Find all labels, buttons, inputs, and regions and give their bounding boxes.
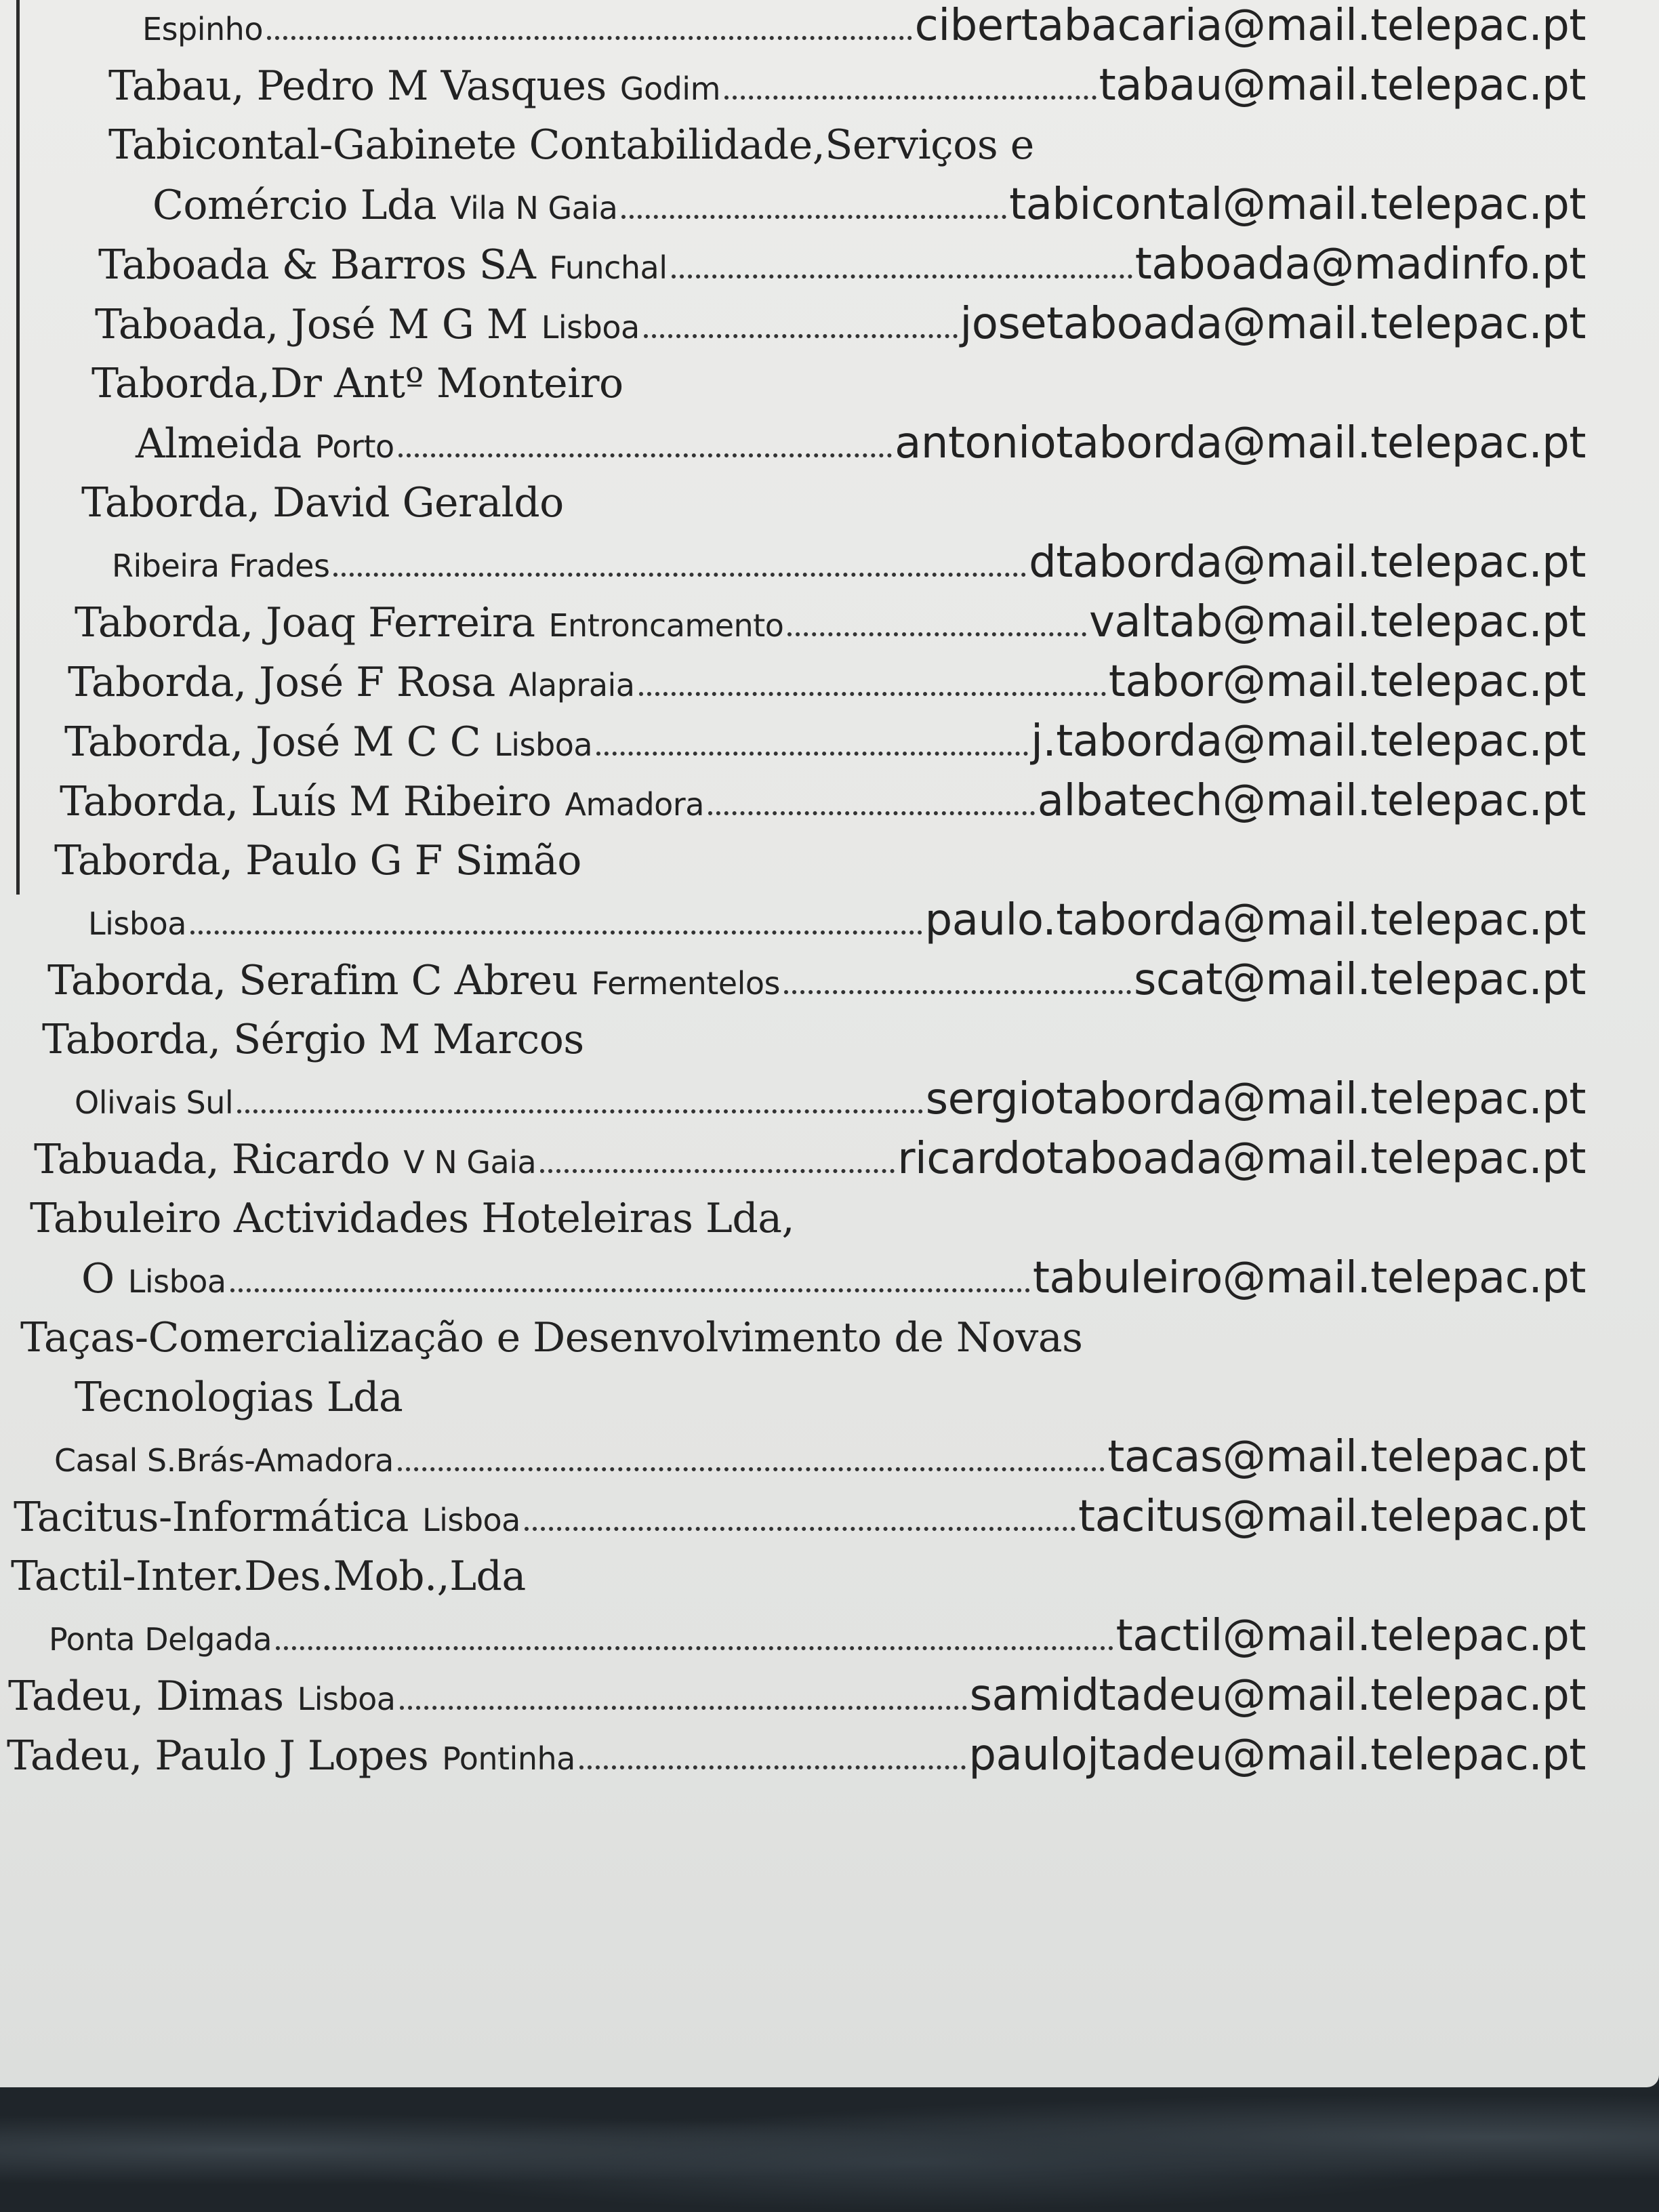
entry-name: Almeida [136, 420, 302, 468]
entry-name: Tecnologias Lda [75, 1374, 403, 1421]
dot-leader [398, 453, 893, 457]
dot-leader [787, 632, 1086, 636]
entry-name: Tadeu, Paulo J Lopes [7, 1732, 429, 1780]
directory-entry [0, 652, 1586, 712]
dot-leader [579, 1765, 966, 1769]
entry-location: Amadora [565, 786, 704, 823]
directory-entry [0, 1487, 1586, 1547]
entry-name: Taborda, Joaq Ferreira [75, 599, 535, 647]
dot-leader [190, 930, 922, 935]
entry-location: Ponta Delgada [49, 1621, 272, 1658]
dot-leader [400, 1706, 967, 1710]
directory-entry [0, 831, 1586, 950]
entry-location: Lisboa [541, 309, 640, 346]
entry-email-line [0, 1248, 1586, 1308]
entry-location: Entroncamento [548, 607, 784, 644]
dot-leader [267, 36, 912, 40]
entry-email: tabor@mail.telepac.pt [1108, 657, 1586, 707]
entry-location: V N Gaia [403, 1144, 537, 1181]
book-cover [0, 2087, 1659, 2212]
entry-email: sergiotaborda@mail.telepac.pt [925, 1074, 1586, 1124]
entry-email: dtaborda@mail.telepac.pt [1029, 537, 1586, 588]
dot-leader [708, 811, 1035, 815]
entry-email-line [0, 1487, 1586, 1547]
dot-leader [237, 1109, 923, 1113]
entry-email: tactil@mail.telepac.pt [1115, 1611, 1586, 1661]
entry-name: Taças-Comercialização e Desenvolvimento de Novas [20, 1314, 1083, 1361]
entry-name: Taborda, José F Rosa [68, 659, 495, 706]
entry-location: Espinho [142, 11, 263, 47]
entry-name: Taboada & Barros SA [98, 241, 536, 289]
dot-leader [784, 990, 1131, 994]
entry-name-line [0, 1368, 1586, 1427]
entry-email: paulojtadeu@mail.telepac.pt [968, 1730, 1586, 1780]
entry-name-line [0, 354, 1586, 413]
directory-entry [0, 354, 1586, 473]
entry-email: j.taborda@mail.telepac.pt [1031, 716, 1586, 766]
entry-email: tacitus@mail.telepac.pt [1078, 1492, 1586, 1542]
dot-leader [672, 274, 1132, 279]
directory-entry [0, 0, 1586, 56]
entry-name: Taborda, David Geraldo [81, 479, 564, 527]
entry-name-line [0, 1308, 1586, 1368]
entry-email: valtab@mail.telepac.pt [1089, 597, 1586, 647]
dot-leader [596, 752, 1028, 756]
entry-email: tabuleiro@mail.telepac.pt [1032, 1253, 1586, 1303]
dot-leader [621, 215, 1006, 219]
directory-entry [0, 1547, 1586, 1666]
entry-name: Comércio Lda [152, 182, 437, 229]
entry-location: Godim [619, 70, 720, 107]
directory-entry [0, 1189, 1586, 1308]
entry-email-line [0, 0, 1586, 56]
entry-name: Taboada, José M G M [95, 301, 528, 348]
entry-email: taboada@madinfo.pt [1134, 239, 1586, 289]
entry-email: scat@mail.telepac.pt [1133, 955, 1586, 1005]
entry-email: paulo.taborda@mail.telepac.pt [924, 895, 1586, 945]
entry-email-line [0, 592, 1586, 652]
entry-email: josetaboada@mail.telepac.pt [960, 299, 1586, 349]
entry-email-line [0, 1427, 1586, 1487]
directory-entry [0, 1725, 1586, 1785]
dot-leader [525, 1527, 1076, 1531]
entry-email-line [0, 771, 1586, 831]
entry-email-line [0, 294, 1586, 354]
directory-entry [0, 712, 1586, 771]
entry-name-line [0, 115, 1586, 175]
entry-name-line [0, 831, 1586, 890]
directory-entry [0, 1308, 1586, 1487]
entry-location: Funchal [549, 249, 668, 286]
entry-email-line [0, 712, 1586, 771]
entry-location: Alapraia [508, 667, 635, 703]
entry-location: Lisboa [422, 1502, 520, 1538]
entry-name-line [0, 1010, 1586, 1069]
entry-name-line [0, 1189, 1586, 1248]
entry-email-line [0, 413, 1586, 473]
entry-email-line [0, 950, 1586, 1010]
entry-location: Lisboa [88, 905, 186, 942]
entry-location: Lisboa [127, 1263, 226, 1300]
entry-email-line [0, 890, 1586, 950]
entry-location: Porto [314, 428, 394, 465]
entry-name: Tabau, Pedro M Vasques [108, 62, 607, 110]
entry-email: albatech@mail.telepac.pt [1037, 776, 1586, 826]
entry-email: tacas@mail.telepac.pt [1107, 1432, 1586, 1482]
entry-email-line [0, 1606, 1586, 1666]
entry-email: cibertabacaria@mail.telepac.pt [914, 1, 1586, 51]
entry-email-line [0, 175, 1586, 234]
entry-name: Taborda, Sérgio M Marcos [42, 1016, 584, 1063]
entry-email-line [0, 533, 1586, 592]
dot-leader [644, 334, 958, 338]
entry-location: Lisboa [297, 1681, 396, 1717]
directory-entry [0, 1010, 1586, 1129]
dot-leader [639, 692, 1106, 696]
entry-email: tabicontal@mail.telepac.pt [1009, 180, 1586, 230]
directory-entry [0, 1666, 1586, 1725]
directory-entry [0, 294, 1586, 354]
entry-email: antoniotaborda@mail.telepac.pt [895, 418, 1586, 468]
directory-entry [0, 115, 1586, 234]
dot-leader [398, 1467, 1105, 1471]
directory-entry [0, 950, 1586, 1010]
dot-leader [276, 1646, 1113, 1650]
entry-name: Taborda,Dr Antº Monteiro [91, 360, 623, 407]
entry-location: Lisboa [494, 726, 593, 763]
dot-leader [724, 96, 1097, 100]
entry-email-line [0, 1725, 1586, 1785]
entry-email-line [0, 652, 1586, 712]
entry-location: Ribeira Frades [112, 548, 330, 584]
dot-leader [540, 1169, 895, 1173]
dot-leader [333, 573, 1026, 577]
entry-location: Fermentelos [591, 965, 780, 1002]
entry-location: Pontinha [442, 1740, 575, 1777]
directory-entry [0, 234, 1586, 294]
entry-name: Taborda, Serafim C Abreu [47, 957, 578, 1004]
entry-email: ricardotaboada@mail.telepac.pt [897, 1134, 1586, 1184]
entry-email-line [0, 234, 1586, 294]
directory-entry [0, 592, 1586, 652]
entry-email-line [0, 1129, 1586, 1189]
entry-name-line [0, 1547, 1586, 1606]
entry-name: Taborda, José M C C [64, 718, 481, 766]
entry-location: Casal S.Brás-Amadora [54, 1442, 394, 1479]
directory-entry [0, 771, 1586, 831]
entry-email-line [0, 56, 1586, 115]
entry-name: O [81, 1255, 115, 1303]
entry-name: Tacitus-Informática [14, 1494, 409, 1541]
entry-name-line [0, 473, 1586, 533]
directory-entry [0, 1129, 1586, 1189]
directory-entry [0, 473, 1586, 592]
entry-email: tabau@mail.telepac.pt [1099, 60, 1586, 110]
entry-name: Tabuada, Ricardo [34, 1136, 390, 1183]
entry-email-line [0, 1666, 1586, 1725]
directory-entry [0, 56, 1586, 115]
entry-name: Taborda, Luís M Ribeiro [60, 778, 552, 825]
entry-location: Vila N Gaia [450, 190, 618, 226]
entry-email: samidtadeu@mail.telepac.pt [969, 1671, 1586, 1721]
entry-email-line [0, 1069, 1586, 1129]
entry-location: Olivais Sul [75, 1084, 234, 1121]
entry-name: Tabicontal-Gabinete Contabilidade,Serviços e [108, 121, 1034, 169]
entry-name: Tadeu, Dimas [8, 1673, 284, 1720]
entry-name: Tactil-Inter.Des.Mob.,Lda [11, 1553, 526, 1600]
entry-name: Taborda, Paulo G F Simão [54, 837, 581, 884]
dot-leader [230, 1288, 1030, 1292]
entry-name: Tabuleiro Actividades Hoteleiras Lda, [30, 1195, 795, 1242]
